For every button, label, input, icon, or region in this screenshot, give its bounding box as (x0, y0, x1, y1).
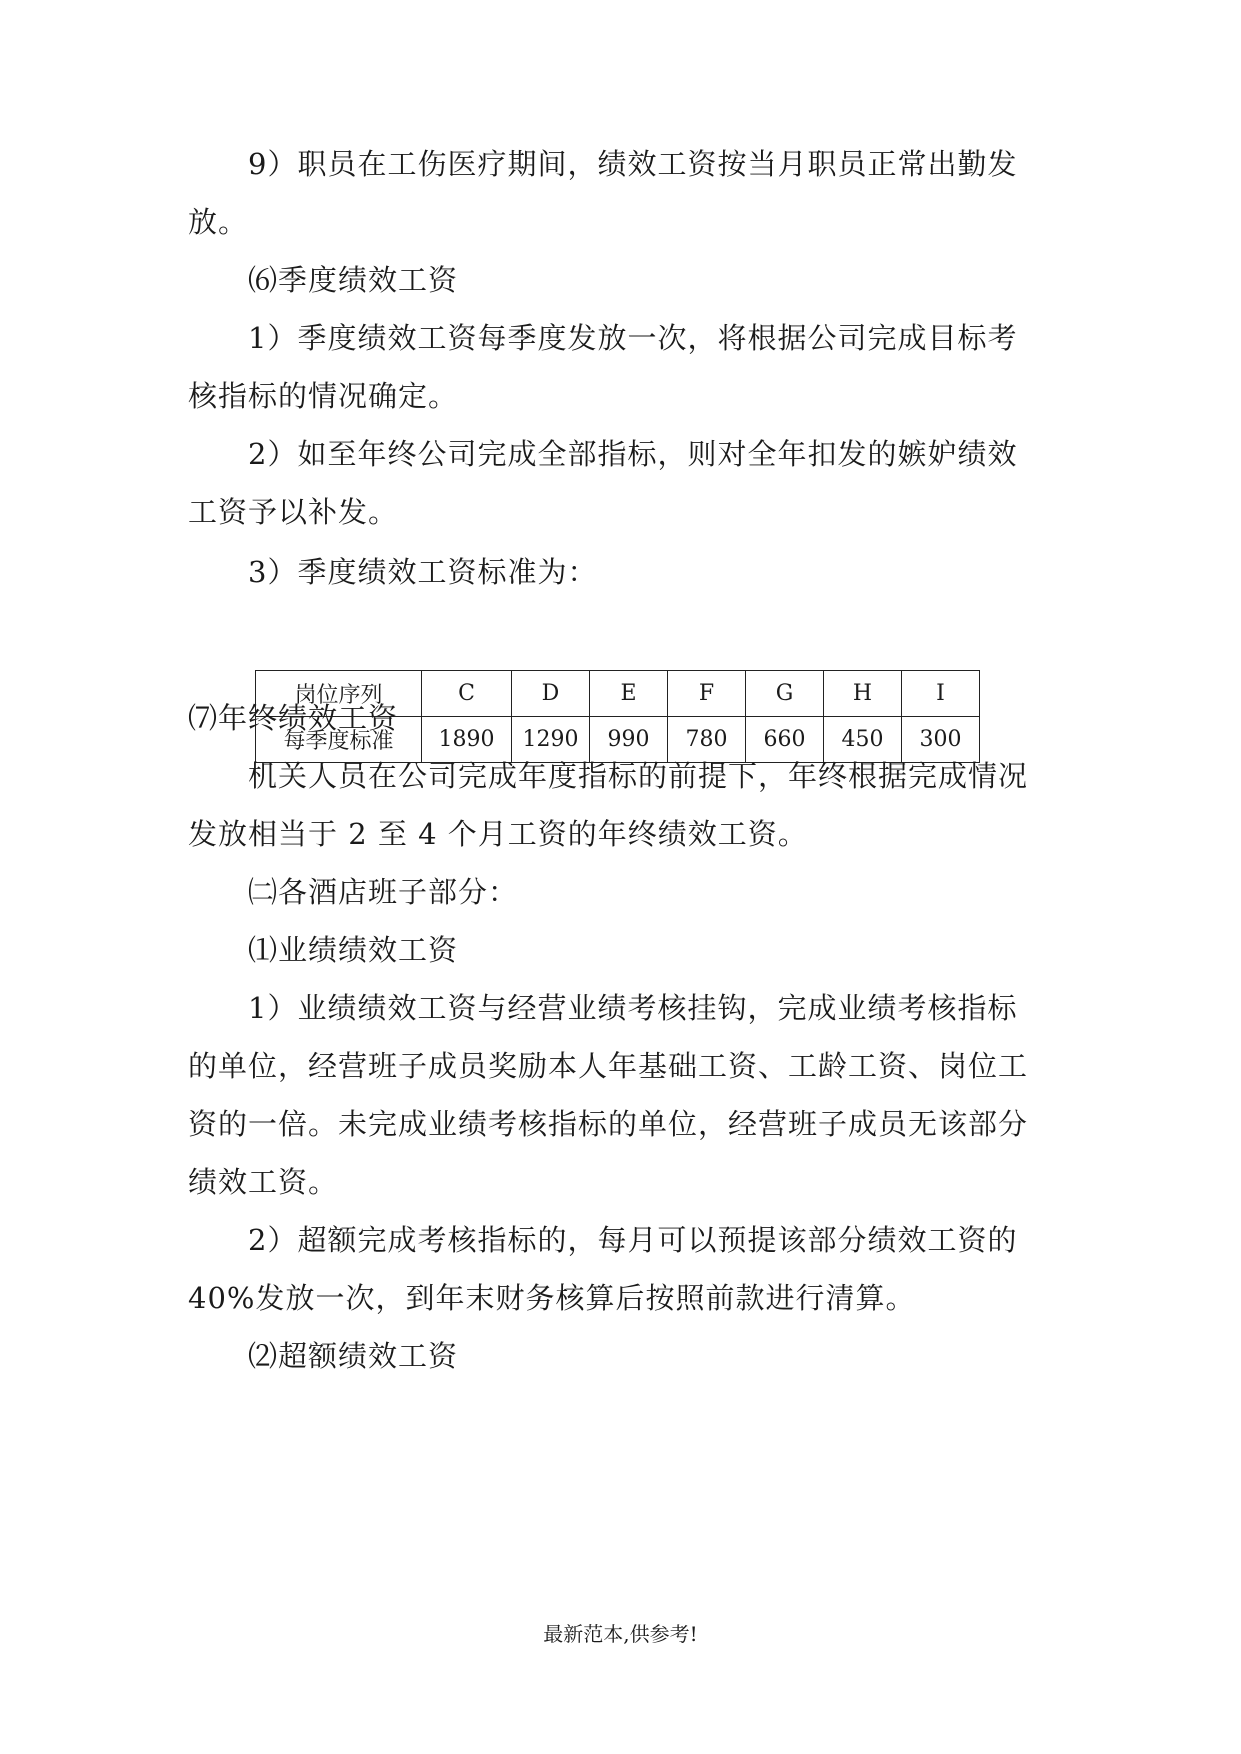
section-heading-excess: ⑵超额绩效工资 (248, 1339, 459, 1373)
paragraph-year-end-line-2: 发放相当于 2 至 4 个月工资的年终绩效工资。 (188, 817, 808, 851)
paragraph-performance-1-line-4: 绩效工资。 (188, 1165, 339, 1199)
table-value-cell: 300 (902, 717, 980, 763)
table-value-cell: 660 (746, 717, 824, 763)
paragraph-quarterly-2-line-2: 工资予以补发。 (188, 495, 399, 529)
paragraph-performance-1-line-3: 资的一倍。未完成业绩考核指标的单位，经营班子成员无该部分 (188, 1107, 1029, 1141)
table-grade-cell: C (422, 671, 512, 717)
table-grade-cell: G (746, 671, 824, 717)
table-grade-cell: F (668, 671, 746, 717)
page-footer: 最新范本,供参考! (543, 1622, 698, 1646)
paragraph-performance-1-line-2: 的单位，经营班子成员奖励本人年基础工资、工龄工资、岗位工 (188, 1049, 1029, 1083)
table-value-cell: 1890 (422, 717, 512, 763)
table-grade-cell: I (902, 671, 980, 717)
table-grade-cell: D (512, 671, 590, 717)
paragraph-year-end-line-1: 机关人员在公司完成年度指标的前提下，年终根据完成情况 (248, 759, 1029, 793)
table-value-cell: 990 (590, 717, 668, 763)
paragraph-quarterly-1-line-2: 核指标的情况确定。 (188, 379, 459, 413)
paragraph-item-9-line-2: 放。 (188, 205, 249, 239)
table-row-label: 每季度标准 (256, 717, 422, 763)
paragraph-quarterly-3: 3）季度绩效工资标准为： (248, 555, 598, 589)
table-grade-cell: E (590, 671, 668, 717)
table-value-cell: 1290 (512, 717, 590, 763)
table-header-label: 岗位序列 (256, 671, 422, 717)
section-heading-performance: ⑴业绩绩效工资 (248, 933, 459, 967)
paragraph-performance-2-line-1: 2）超额完成考核指标的，每月可以预提该部分绩效工资的 (248, 1223, 1018, 1257)
paragraph-item-9-line-1: 9）职员在工伤医疗期间，绩效工资按当月职员正常出勤发 (248, 147, 1018, 181)
section-heading-year-end: ⑺年终绩效工资 (188, 701, 399, 735)
section-heading-quarterly: ⑹季度绩效工资 (248, 263, 459, 297)
table-value-cell: 450 (824, 717, 902, 763)
section-heading-hotel-team: ㈡各酒店班子部分： (248, 875, 519, 909)
paragraph-quarterly-2-line-1: 2）如至年终公司完成全部指标，则对全年扣发的嫉妒绩效 (248, 437, 1018, 471)
table-grade-cell: H (824, 671, 902, 717)
paragraph-performance-1-line-1: 1）业绩绩效工资与经营业绩考核挂钩，完成业绩考核指标 (248, 991, 1018, 1025)
table-value-cell: 780 (668, 717, 746, 763)
paragraph-quarterly-1-line-1: 1）季度绩效工资每季度发放一次，将根据公司完成目标考 (248, 321, 1018, 355)
paragraph-performance-2-line-2: 40%发放一次，到年末财务核算后按照前款进行清算。 (188, 1281, 916, 1315)
